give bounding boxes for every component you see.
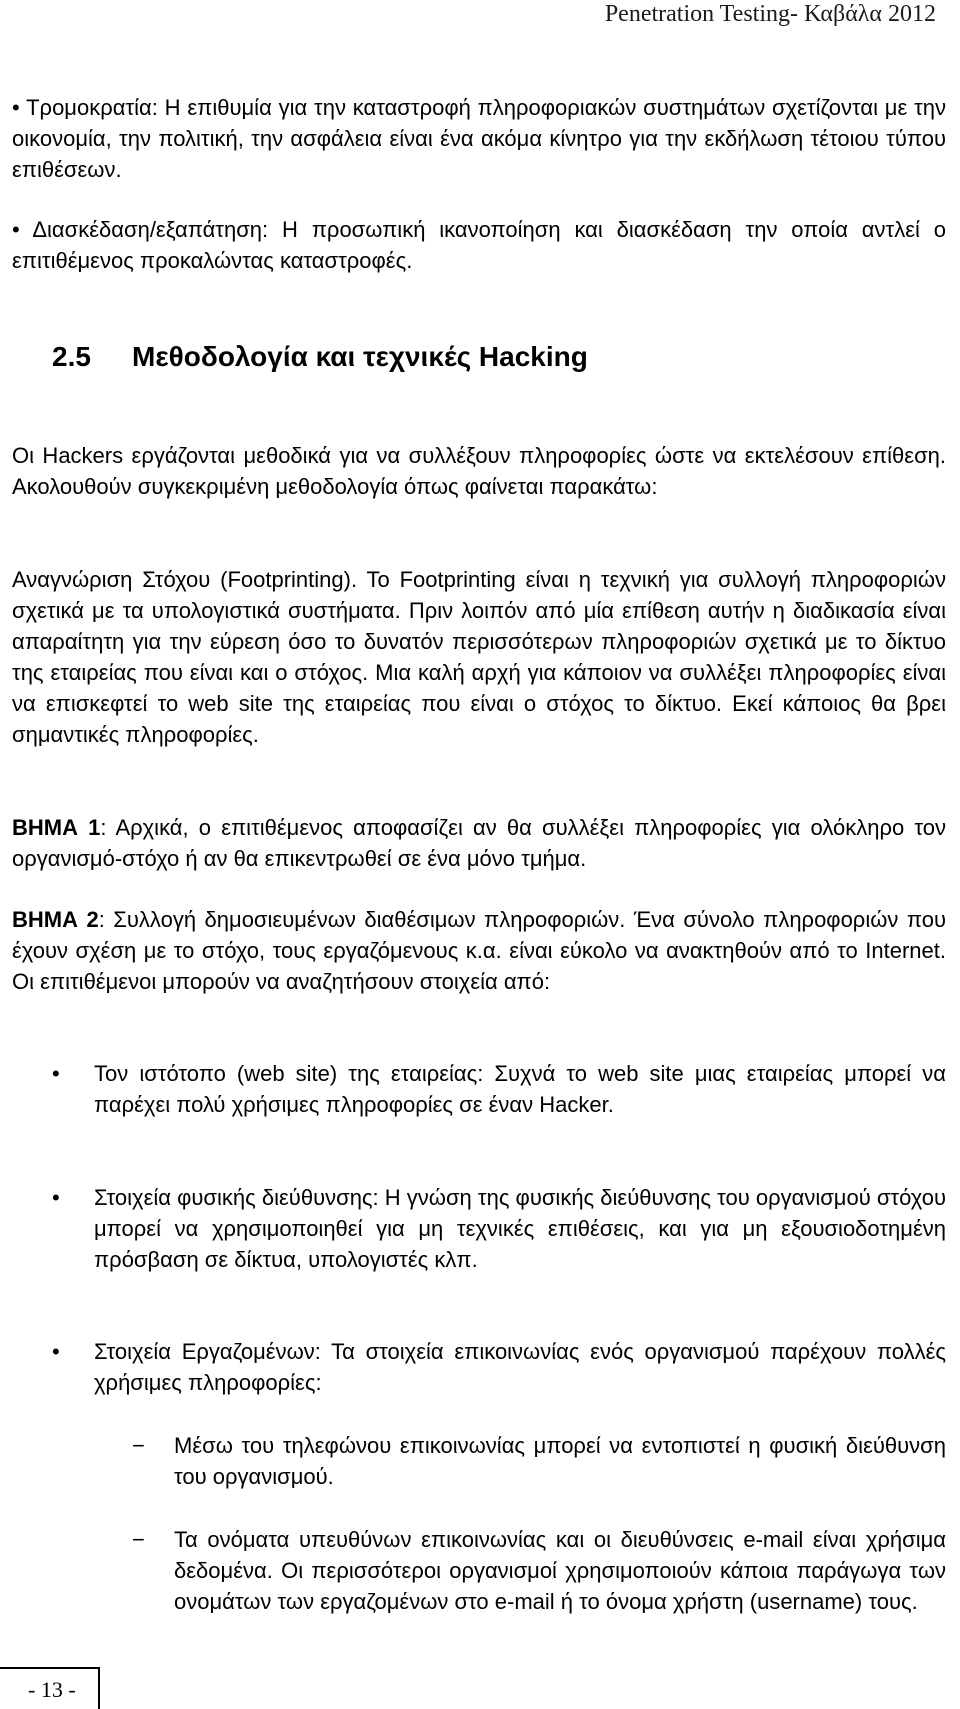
dash-marker: −: [132, 1527, 145, 1552]
page-header: Penetration Testing- Καβάλα 2012: [604, 1, 936, 27]
paragraph-intro: Οι Hackers εργάζονται μεθοδικά για να συλλέξουν πληροφορίες ώστε να εκτελέσουν επίθεση. Ακολουθούν συγκεκριμένη μεθοδολογία όπως φαίνεται παρακάτω:: [12, 443, 946, 499]
paragraph-footprinting: Αναγνώριση Στόχου (Footprinting). Το Footprinting είναι η τεχνική για συλλογή πληροφοριών σχετικά με τα υπολογιστικά συστήματα. Πριν λοιπόν από μία επίθεση αυτήν η διαδικασία είναι απαραίτητη για την εύρεση όσο το δυνατόν περισσότερων πληροφοριών σχετικά με το δίκτυο της εταιρείας που είναι και ο στόχος. Μια καλή αρχή για κάποιον να συλλέξει πληροφορίες είναι να επισκεφτεί το web site της εταιρείας που είναι ο στόχος το δίκτυο. Εκεί κάποιος θα βρει σημαντικές πληροφορίες.: [12, 567, 946, 747]
bullet-marker: •: [52, 1185, 60, 1210]
sub-list-item: [12, 1524, 946, 1617]
paragraph-entertainment: • Διασκέδαση/εξαπάτηση: Η προσωπική ικανοποίηση και διασκέδαση την οποία αντλεί ο επιτιθέμενος προκαλώντας καταστροφές.: [12, 217, 946, 273]
bullet-marker: •: [52, 1339, 60, 1364]
footer-rule: [0, 1667, 100, 1669]
footer-divider: [98, 1667, 100, 1709]
sub-list-item: [12, 1430, 946, 1492]
bullet-marker: •: [52, 1061, 60, 1086]
list-item-text: Τον ιστότοπο (web site) της εταιρείας: Συχνά το web site μιας εταιρείας μπορεί να παρέχει πολύ χρήσιμες πληροφορίες σε έναν Hacker.: [94, 1061, 946, 1117]
step-1-label: ΒΗΜΑ 1: [12, 815, 101, 840]
step-2-text: : Συλλογή δημοσιευμένων διαθέσιμων πληροφοριών. Ένα σύνολο πληροφοριών που έχουν σχέση με το στόχο, τους εργαζόμενους κ.α. είναι εύκολο να ανακτηθούν από το Internet. Οι επιτιθέμενοι μπορούν να αναζητήσουν στοιχεία από:: [12, 907, 946, 994]
list-item-text: Στοιχεία φυσικής διεύθυνσης: Η γνώση της φυσικής διεύθυνσης του οργανισμού στόχου μπορεί να χρησιμοποιηθεί για μη τεχνικές επιθέσεις, και για μη εξουσιοδοτημένη πρόσβαση σε δίκτυα, υπολογιστές κλπ.: [94, 1185, 946, 1272]
list-item: [12, 1058, 946, 1120]
sub-list-item-text: Τα ονόματα υπευθύνων επικοινωνίας και οι διευθύνσεις e-mail είναι χρήσιμα δεδομένα. Οι περισσότεροι οργανισμοί χρησιμοποιούν κάποια παράγωγα των ονομάτων των εργαζομένων στο e-mail ή το όνομα χρήστη (username) τους.: [174, 1527, 946, 1614]
section-heading: [52, 340, 588, 374]
dash-marker: −: [132, 1433, 145, 1458]
paragraph-terrorism: • Τρομοκρατία: Η επιθυμία για την καταστροφή πληροφοριακών συστημάτων σχετίζονται με την οικονομία, την πολιτική, την ασφάλεια είναι ένα ακόμα κίνητρο για την εκδήλωση τέτοιου τύπου επιθέσεων.: [12, 95, 946, 182]
list-item: [12, 1182, 946, 1275]
paragraph-step-2: [12, 904, 946, 997]
step-1-text: : Αρχικά, ο επιτιθέμενος αποφασίζει αν θα συλλέξει πληροφορίες για ολόκληρο τον οργανισμό-στόχο ή αν θα επικεντρωθεί σε ένα μόνο τμήμα.: [12, 815, 946, 871]
step-2-label: ΒΗΜΑ 2: [12, 907, 99, 932]
section-title: Μεθοδολογία και τεχνικές Hacking: [132, 341, 588, 372]
sub-list-item-text: Μέσω του τηλεφώνου επικοινωνίας μπορεί να εντοπιστεί η φυσική διεύθυνση του οργανισμού.: [174, 1433, 946, 1489]
page-number: - 13 -: [28, 1677, 76, 1702]
section-number: 2.5: [52, 341, 91, 372]
list-item-text: Στοιχεία Εργαζομένων: Τα στοιχεία επικοινωνίας ενός οργανισμού παρέχουν πολλές χρήσιμες πληροφορίες:: [94, 1339, 946, 1395]
list-item: [12, 1336, 946, 1398]
paragraph-step-1: [12, 812, 946, 874]
